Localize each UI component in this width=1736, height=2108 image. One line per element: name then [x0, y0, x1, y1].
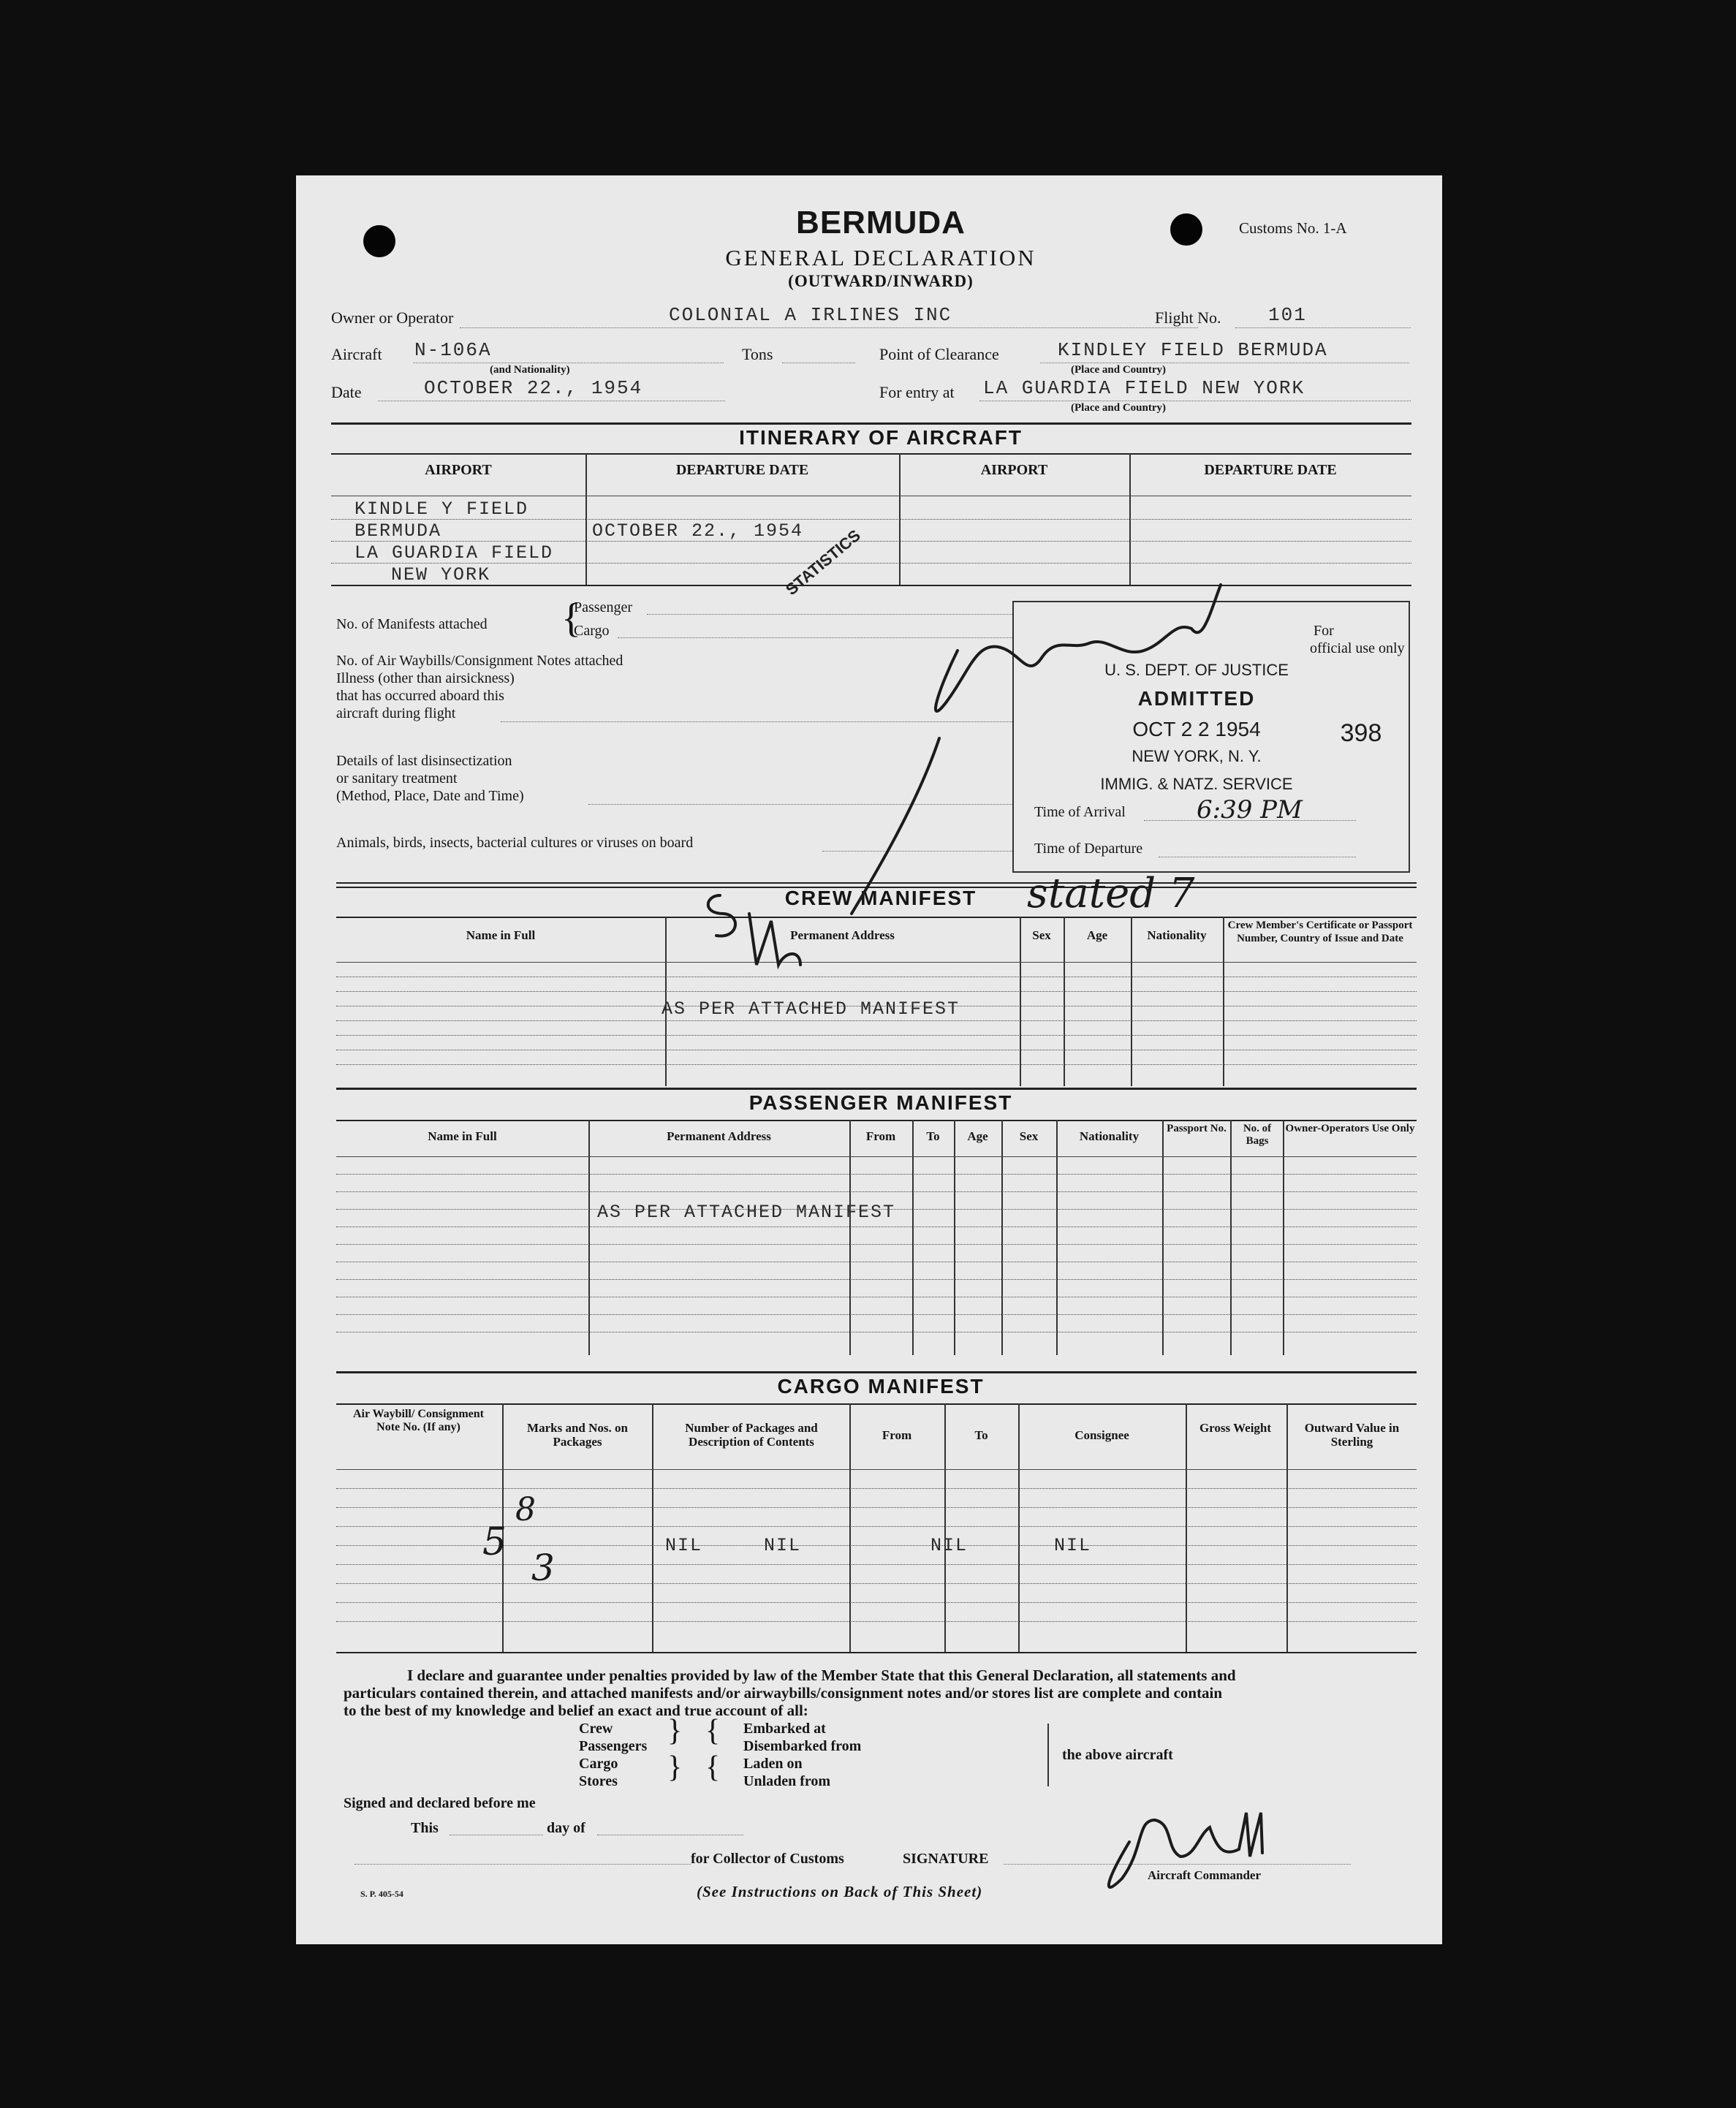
declaration-embarked: Embarked at — [743, 1721, 826, 1737]
hand-mark-5 — [708, 895, 735, 936]
stamp-service: IMMIG. & NATZ. SERVICE — [1100, 775, 1293, 793]
crew-col-address: Permanent Address — [790, 928, 895, 942]
cargo-col-to: To — [974, 1428, 988, 1442]
itinerary-airport-3: LA GUARDIA FIELD — [355, 542, 554, 564]
inspector-signature — [936, 585, 1221, 711]
disinsect-label-3: (Method, Place, Date and Time) — [336, 788, 524, 804]
itinerary-departure-value: OCTOBER 22., 1954 — [592, 520, 804, 542]
illness-label-2: that has occurred aboard this — [336, 688, 504, 704]
declaration-line-1: I declare and guarantee under penalties provided by law of the Member State that this General Declaration, all statements and — [407, 1667, 1236, 1684]
disinsect-label-1: Details of last disinsectization — [336, 753, 512, 769]
manifests-label: No. of Manifests attached — [336, 616, 488, 632]
declaration-signed: Signed and declared before me — [344, 1795, 536, 1811]
tons-label: Tons — [742, 345, 773, 363]
declaration-passengers: Passengers — [579, 1738, 648, 1754]
statistics-stamp: STATISTICS — [782, 526, 864, 599]
crew-heading: CREW MANIFEST — [784, 887, 977, 909]
passenger-entry: AS PER ATTACHED MANIFEST — [597, 1202, 896, 1223]
declaration-line-3: to the best of my knowledge and belief an exact and true account of all: — [344, 1702, 808, 1719]
itinerary-airport-2: BERMUDA — [355, 520, 442, 542]
form-subtitle: GENERAL DECLARATION — [725, 245, 1036, 270]
declaration-form — [296, 175, 1442, 1944]
aircraft-value: N-106A — [414, 339, 492, 361]
waybills-label: No. of Air Waybills/Consignment Notes attached — [336, 653, 623, 669]
crew-entry: AS PER ATTACHED MANIFEST — [662, 998, 960, 1020]
cargo-nil-1: NIL — [665, 1535, 703, 1556]
form-code: S. P. 405-54 — [360, 1889, 403, 1899]
declaration-day-of: day of — [547, 1820, 585, 1836]
stamp-date: OCT 2 2 1954 — [1132, 718, 1261, 740]
crew-col-sex: Sex — [1032, 928, 1051, 942]
passenger-heading: PASSENGER MANIFEST — [748, 1091, 1013, 1114]
stamp-place: NEW YORK, N. Y. — [1132, 747, 1262, 765]
cargo-col-marks: Marks and Nos. on Packages — [527, 1421, 628, 1449]
passenger-col-nationality: Nationality — [1079, 1129, 1140, 1143]
clearance-value: KINDLEY FIELD BERMUDA — [1058, 339, 1328, 361]
passenger-col-name: Name in Full — [428, 1129, 497, 1143]
crew-col-name: Name in Full — [466, 928, 536, 942]
declaration-brace-1: } — [667, 1714, 683, 1748]
form-number: Customs No. 1-A — [1239, 219, 1347, 237]
itinerary-col-departure-2: DEPARTURE DATE — [1204, 462, 1337, 478]
official-for-2: official use only — [1310, 640, 1405, 656]
stamp-number: 398 — [1340, 719, 1382, 747]
arrival-label: Time of Arrival — [1034, 804, 1126, 820]
hand-mark-n — [749, 914, 800, 965]
cargo-col-consignee: Consignee — [1074, 1428, 1129, 1442]
declaration-signature-label: SIGNATURE — [903, 1851, 989, 1867]
cargo-nil-2: NIL — [764, 1535, 802, 1556]
declaration-brace-2: } — [667, 1751, 683, 1784]
cargo-nil-3: NIL — [930, 1535, 969, 1556]
departure-label: Time of Departure — [1034, 841, 1143, 857]
cargo-heading: CARGO MANIFEST — [777, 1375, 985, 1398]
declaration-unladen: Unladen from — [743, 1773, 831, 1789]
arrival-value: 6:39 PM — [1197, 795, 1303, 824]
date-label: Date — [331, 383, 362, 401]
stamp-admitted: ADMITTED — [1137, 687, 1256, 710]
crew-col-age: Age — [1086, 928, 1108, 942]
cargo-hand-mark-8: 8 — [515, 1491, 536, 1528]
official-for-1: For — [1314, 623, 1334, 639]
entry-label: For entry at — [879, 383, 955, 401]
long-stroke — [852, 738, 939, 914]
manifests-passenger: Passenger — [574, 599, 632, 615]
declaration-disembarked: Disembarked from — [743, 1738, 862, 1754]
form-direction: (OUTWARD/INWARD) — [788, 272, 974, 290]
aircraft-note: (and Nationality) — [490, 364, 570, 376]
aircraft-label: Aircraft — [331, 345, 382, 363]
declaration-brace-3: { — [705, 1714, 721, 1748]
manifests-brace: { — [561, 596, 581, 641]
declaration-commander: Aircraft Commander — [1148, 1868, 1262, 1882]
cargo-hand-mark-3: 3 — [531, 1547, 555, 1589]
declaration-collector: for Collector of Customs — [691, 1851, 844, 1867]
itinerary-airport-1: KINDLE Y FIELD — [355, 498, 529, 520]
flight-label: Flight No. — [1155, 308, 1221, 327]
declaration-laden: Laden on — [743, 1756, 803, 1772]
declaration-line-2: particulars contained therein, and attached manifests and/or airwaybills/consignment notes and/or stores list are complete and contain — [344, 1684, 1223, 1702]
entry-note: (Place and Country) — [1071, 402, 1166, 414]
itinerary-col-airport-2: AIRPORT — [980, 462, 1048, 478]
entry-value: LA GUARDIA FIELD NEW YORK — [983, 377, 1305, 399]
instructions-note: (See Instructions on Back of This Sheet) — [697, 1883, 983, 1900]
flight-value: 101 — [1268, 304, 1307, 326]
declaration-this: This — [411, 1820, 439, 1836]
passenger-col-sex: Sex — [1019, 1129, 1039, 1143]
passenger-col-passport: Passport No. — [1167, 1123, 1227, 1134]
cargo-col-waybill: Air Waybill/ Consignment Note No. (If any) — [353, 1408, 484, 1433]
cargo-hand-mark-5: 5 — [482, 1520, 507, 1564]
declaration-stores: Stores — [579, 1773, 618, 1789]
passenger-col-age: Age — [967, 1129, 988, 1143]
stamp-dept: U. S. DEPT. OF JUSTICE — [1104, 661, 1289, 679]
clearance-note: (Place and Country) — [1071, 364, 1166, 376]
itinerary-col-airport-1: AIRPORT — [425, 462, 492, 478]
itinerary-airport-4: NEW YORK — [391, 564, 491, 585]
crew-col-nationality: Nationality — [1147, 928, 1207, 942]
cargo-col-from: From — [882, 1428, 912, 1442]
owner-value: COLONIAL A IRLINES INC — [669, 304, 952, 326]
illness-label-1: Illness (other than airsickness) — [336, 670, 515, 686]
cargo-col-value: Outward Value in Sterling — [1304, 1421, 1400, 1449]
passenger-col-bags: No. of Bags — [1243, 1123, 1272, 1147]
clearance-label: Point of Clearance — [879, 345, 999, 363]
itinerary-col-departure-1: DEPARTURE DATE — [675, 462, 809, 478]
cargo-nil-4: NIL — [1054, 1535, 1092, 1556]
cargo-col-packages: Number of Packages and Description of Contents — [685, 1421, 818, 1449]
handwriting-overlay — [296, 175, 1442, 1944]
date-value: OCTOBER 22., 1954 — [424, 377, 643, 399]
commander-signature — [1109, 1813, 1262, 1887]
form-title: BERMUDA — [796, 205, 966, 240]
owner-label: Owner or Operator — [331, 308, 454, 327]
passenger-col-owner: Owner-Operators Use Only — [1285, 1123, 1415, 1134]
cargo-col-weight: Gross Weight — [1199, 1421, 1272, 1435]
itinerary-heading: ITINERARY OF AIRCRAFT — [739, 426, 1023, 449]
passenger-col-to: To — [926, 1129, 940, 1143]
disinsect-label-2: or sanitary treatment — [336, 770, 458, 786]
crew-col-certificate: Crew Member's Certificate or Passport Number, Country of Issue and Date — [1227, 920, 1413, 944]
declaration-crew: Crew — [579, 1721, 613, 1737]
declaration-cargo: Cargo — [579, 1756, 618, 1772]
crew-annotation: stated 7 — [1027, 870, 1195, 917]
declaration-aircraft: the above aircraft — [1062, 1747, 1173, 1763]
illness-label-3: aircraft during flight — [336, 705, 456, 721]
passenger-col-from: From — [865, 1129, 896, 1143]
declaration-brace-4: { — [705, 1751, 721, 1784]
animals-label: Animals, birds, insects, bacterial cultures or viruses on board — [336, 835, 694, 851]
passenger-col-address: Permanent Address — [667, 1129, 771, 1143]
manifests-cargo: Cargo — [574, 623, 610, 639]
